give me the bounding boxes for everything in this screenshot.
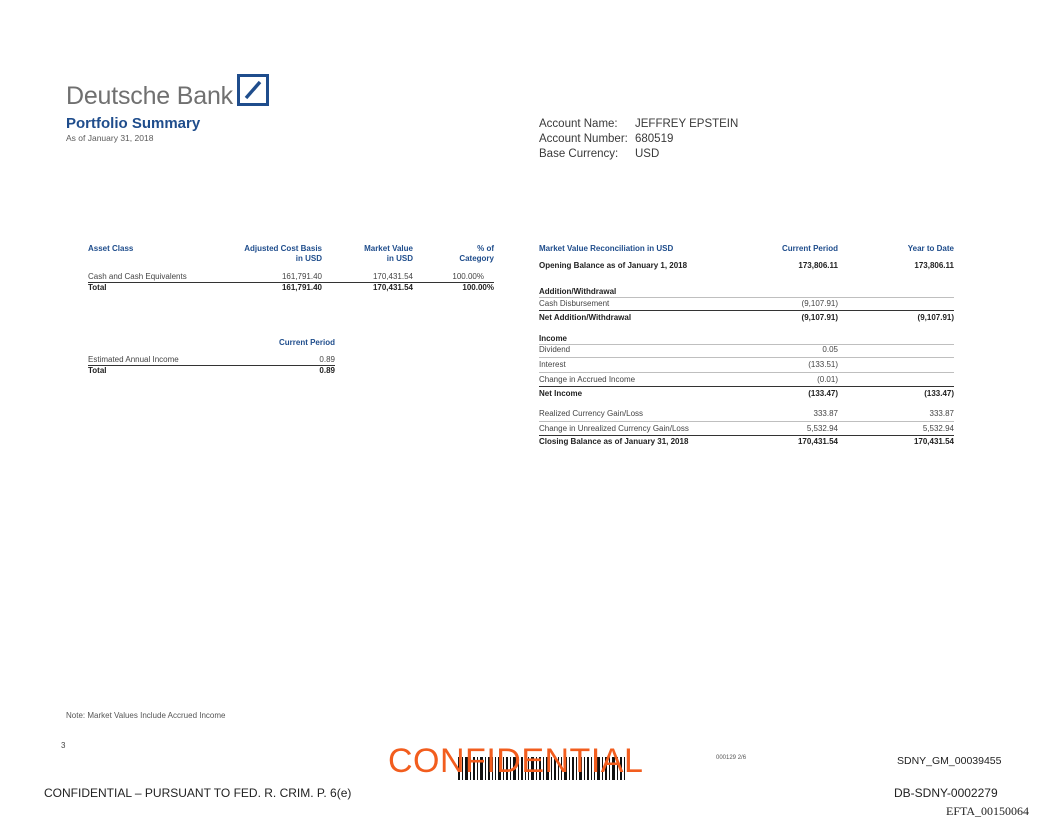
closing-balance-current: 170,431.54 (797, 437, 838, 446)
cash-equivalents-mv: 170,431.54 (372, 272, 413, 281)
document-code: 000129 2/6 (716, 755, 747, 761)
dividend-current: 0.05 (822, 345, 838, 354)
reconciliation-ytd-header: Year to Date (907, 244, 954, 253)
confidential-notice: CONFIDENTIAL – PURSUANT TO FED. R. CRIM. P. 6(e) (44, 786, 352, 800)
mv-header-line1: Market Value (364, 244, 413, 253)
mv-header-line2: in USD (386, 254, 413, 263)
asset-total-label: Total (88, 283, 107, 292)
income-total-label: Total (88, 366, 107, 375)
interest-label: Interest (539, 360, 566, 369)
base-currency-label: Base Currency: (539, 148, 619, 160)
net-income-current: (133.47) (808, 389, 838, 398)
realized-currency-label: Realized Currency Gain/Loss (539, 409, 644, 418)
opening-balance-label: Opening Balance as of January 1, 2018 (539, 261, 688, 270)
deutsche-bank-logo-icon (237, 74, 269, 106)
divider (539, 372, 954, 373)
account-name-value: JEFFREY EPSTEIN (635, 118, 739, 130)
cash-equivalents-acb: 161,791.40 (281, 272, 322, 281)
base-currency-row (539, 147, 738, 162)
account-number-label: Account Number: (539, 133, 628, 145)
asset-total-pct: 100.00% (462, 283, 494, 292)
cash-disbursement-current: (9,107.91) (801, 299, 838, 308)
interest-current: (133.51) (808, 360, 838, 369)
cash-equivalents-label: Cash and Cash Equivalents (88, 272, 187, 281)
account-name-row (539, 117, 738, 132)
realized-currency-current: 333.87 (813, 409, 838, 418)
page-title: Portfolio Summary (66, 115, 201, 132)
divider (539, 357, 954, 358)
db-sdny-bates-number: DB-SDNY-0002279 (894, 786, 998, 800)
pct-header-line2: Category (459, 254, 494, 263)
cash-equivalents-pct: 100.00% (452, 272, 484, 281)
divider (539, 386, 954, 387)
net-addition-ytd: (9,107.91) (917, 313, 954, 322)
account-number-row (539, 132, 738, 147)
divider (539, 297, 954, 298)
net-income-ytd: (133.47) (924, 389, 954, 398)
realized-currency-ytd: 333.87 (929, 409, 954, 418)
sdny-bates-number: SDNY_GM_00039455 (897, 755, 1002, 767)
asset-class-header: Asset Class (88, 244, 134, 253)
closing-balance-label: Closing Balance as of January 31, 2018 (539, 437, 689, 446)
efta-number: EFTA_00150064 (946, 804, 1030, 818)
income-total-value: 0.89 (319, 366, 335, 375)
opening-balance-current: 173,806.11 (798, 261, 838, 270)
divider (539, 421, 954, 422)
unrealized-currency-current: 5,532.94 (806, 424, 838, 433)
acb-header-line1: Adjusted Cost Basis (244, 244, 322, 253)
estimated-annual-income-value: 0.89 (319, 355, 335, 364)
addition-withdrawal-heading: Addition/Withdrawal (539, 287, 617, 296)
income-current-period-header: Current Period (278, 338, 335, 347)
as-of-date: As of January 31, 2018 (66, 133, 154, 143)
account-info (539, 117, 738, 162)
dividend-label: Dividend (539, 345, 571, 354)
asset-total-acb: 161,791.40 (281, 283, 322, 292)
pct-header-line1: % of (477, 244, 494, 253)
accrued-income-label: Change in Accrued Income (539, 375, 636, 384)
account-number-value: 680519 (635, 133, 674, 145)
net-addition-label: Net Addition/Withdrawal (539, 313, 632, 322)
unrealized-currency-label: Change in Unrealized Currency Gain/Loss (539, 424, 689, 433)
net-addition-current: (9,107.91) (801, 313, 838, 322)
confidential-stamp: CONFIDENTIAL (388, 742, 644, 780)
acb-header-line2: in USD (295, 254, 322, 263)
cash-disbursement-label: Cash Disbursement (539, 299, 610, 308)
account-name-label: Account Name: (539, 118, 618, 130)
closing-balance-ytd: 170,431.54 (913, 437, 954, 446)
opening-balance-ytd: 173,806.11 (914, 261, 954, 270)
unrealized-currency-ytd: 5,532.94 (922, 424, 954, 433)
base-currency-value: USD (635, 148, 660, 160)
page-number: 3 (61, 741, 66, 750)
asset-total-mv: 170,431.54 (372, 283, 413, 292)
estimated-annual-income-label: Estimated Annual Income (88, 355, 179, 364)
accrued-income-current: (0.01) (817, 375, 838, 384)
reconciliation-current-header: Current Period (781, 244, 838, 253)
footnote: Note: Market Values Include Accrued Income (66, 711, 226, 720)
reconciliation-title: Market Value Reconciliation in USD (539, 244, 674, 253)
divider (539, 435, 954, 436)
net-income-label: Net Income (539, 389, 583, 398)
brand-name: Deutsche Bank (66, 82, 233, 110)
income-heading: Income (539, 334, 568, 343)
divider (539, 310, 954, 311)
